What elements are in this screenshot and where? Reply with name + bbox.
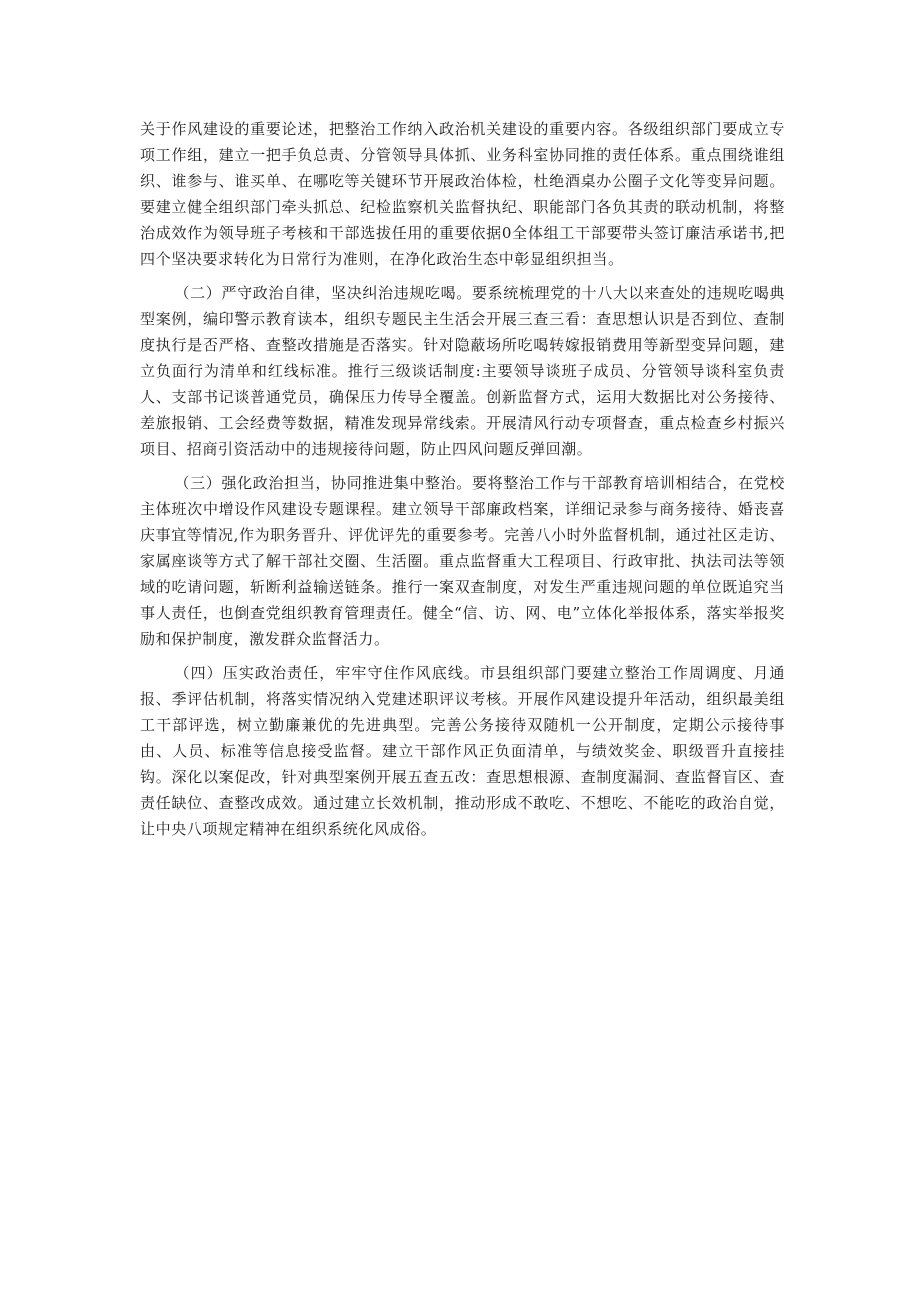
paragraph-2: （二）严守政治自律，坚决纠治违规吃喝。要系统梳理党的十八大以来查处的违规吃喝典型案例，编印警示教育读本，组织专题民主生活会开展三查三看：查思想认识是否到位、查制度执行是否严格、查整改措施是否落实。针对隐蔽场所吃喝转嫁报销费用等新型变异问题，建立负面行为清单和红线标准。推行三级谈话制度:主要领导谈班子成员、分管领导谈科室负责人、支部书记谈普通党员，确保压力传导全覆盖。创新监督方式，运用大数据比对公务接待、差旅报销、工会经费等数据，精准发现异常线索。开展清风行动专项督查，重点检查乡村振兴项目、招商引资活动中的违规接待问题，防止四风问题反弹回潮。 <box>140 284 785 458</box>
paragraph-3: （三）强化政治担当，协同推进集中整治。要将整治工作与干部教育培训相结合，在党校主体班次中增设作风建设专题课程。建立领导干部廉政档案，详细记录参与商务接待、婚丧喜庆事宜等情况,作为职务晋升、评优评先的重要参考。完善八小时外监督机制，通过社区走访、家属座谈等方式了解干部社交圈、生活圈。重点监督重大工程项目、行政审批、执法司法等领域的吃请问题，斩断利益输送链条。推行一案双查制度，对发生严重违规问题的单位既追究当事人责任，也倒查党组织教育管理责任。健全“信、访、网、电”立体化举报体系，落实举报奖励和保护制度，激发群众监督活力。 <box>140 474 785 648</box>
document-body <box>140 116 785 850</box>
paragraph-1: 关于作风建设的重要论述，把整治工作纳入政治机关建设的重要内容。各级组织部门要成立专项工作组，建立一把手负总责、分管领导具体抓、业务科室协同推的责任体系。重点围绕谁组织、谁参与、谁买单、在哪吃等关键环节开展政治体检，杜绝酒桌办公圈子文化等变异问题。要建立健全组织部门牵头抓总、纪检监察机关监督执纪、职能部门各负其责的联动机制，将整治成效作为领导班子考核和干部选拔任用的重要依据0全体组工干部要带头签订廉洁承诺书,把四个坚决要求转化为日常行为准则，在净化政治生态中彰显组织担当。 <box>140 120 785 268</box>
paragraph-4: （四）压实政治责任，牢牢守住作风底线。市县组织部门要建立整治工作周调度、月通报、季评估机制，将落实情况纳入党建述职评议考核。开展作风建设提升年活动，组织最美组工干部评选，树立勤廉兼优的先进典型。完善公务接待双随机一公开制度，定期公示接待事由、人员、标准等信息接受监督。建立干部作风正负面清单，与绩效奖金、职级晋升直接挂钩。深化以案促改，针对典型案例开展五查五改：查思想根源、查制度漏洞、查监督盲区、查责任缺位、查整改成效。通过建立长效机制，推动形成不敢吃、不想吃、不能吃的政治自觉，让中央八项规定精神在组织系统化风成俗。 <box>140 664 785 838</box>
